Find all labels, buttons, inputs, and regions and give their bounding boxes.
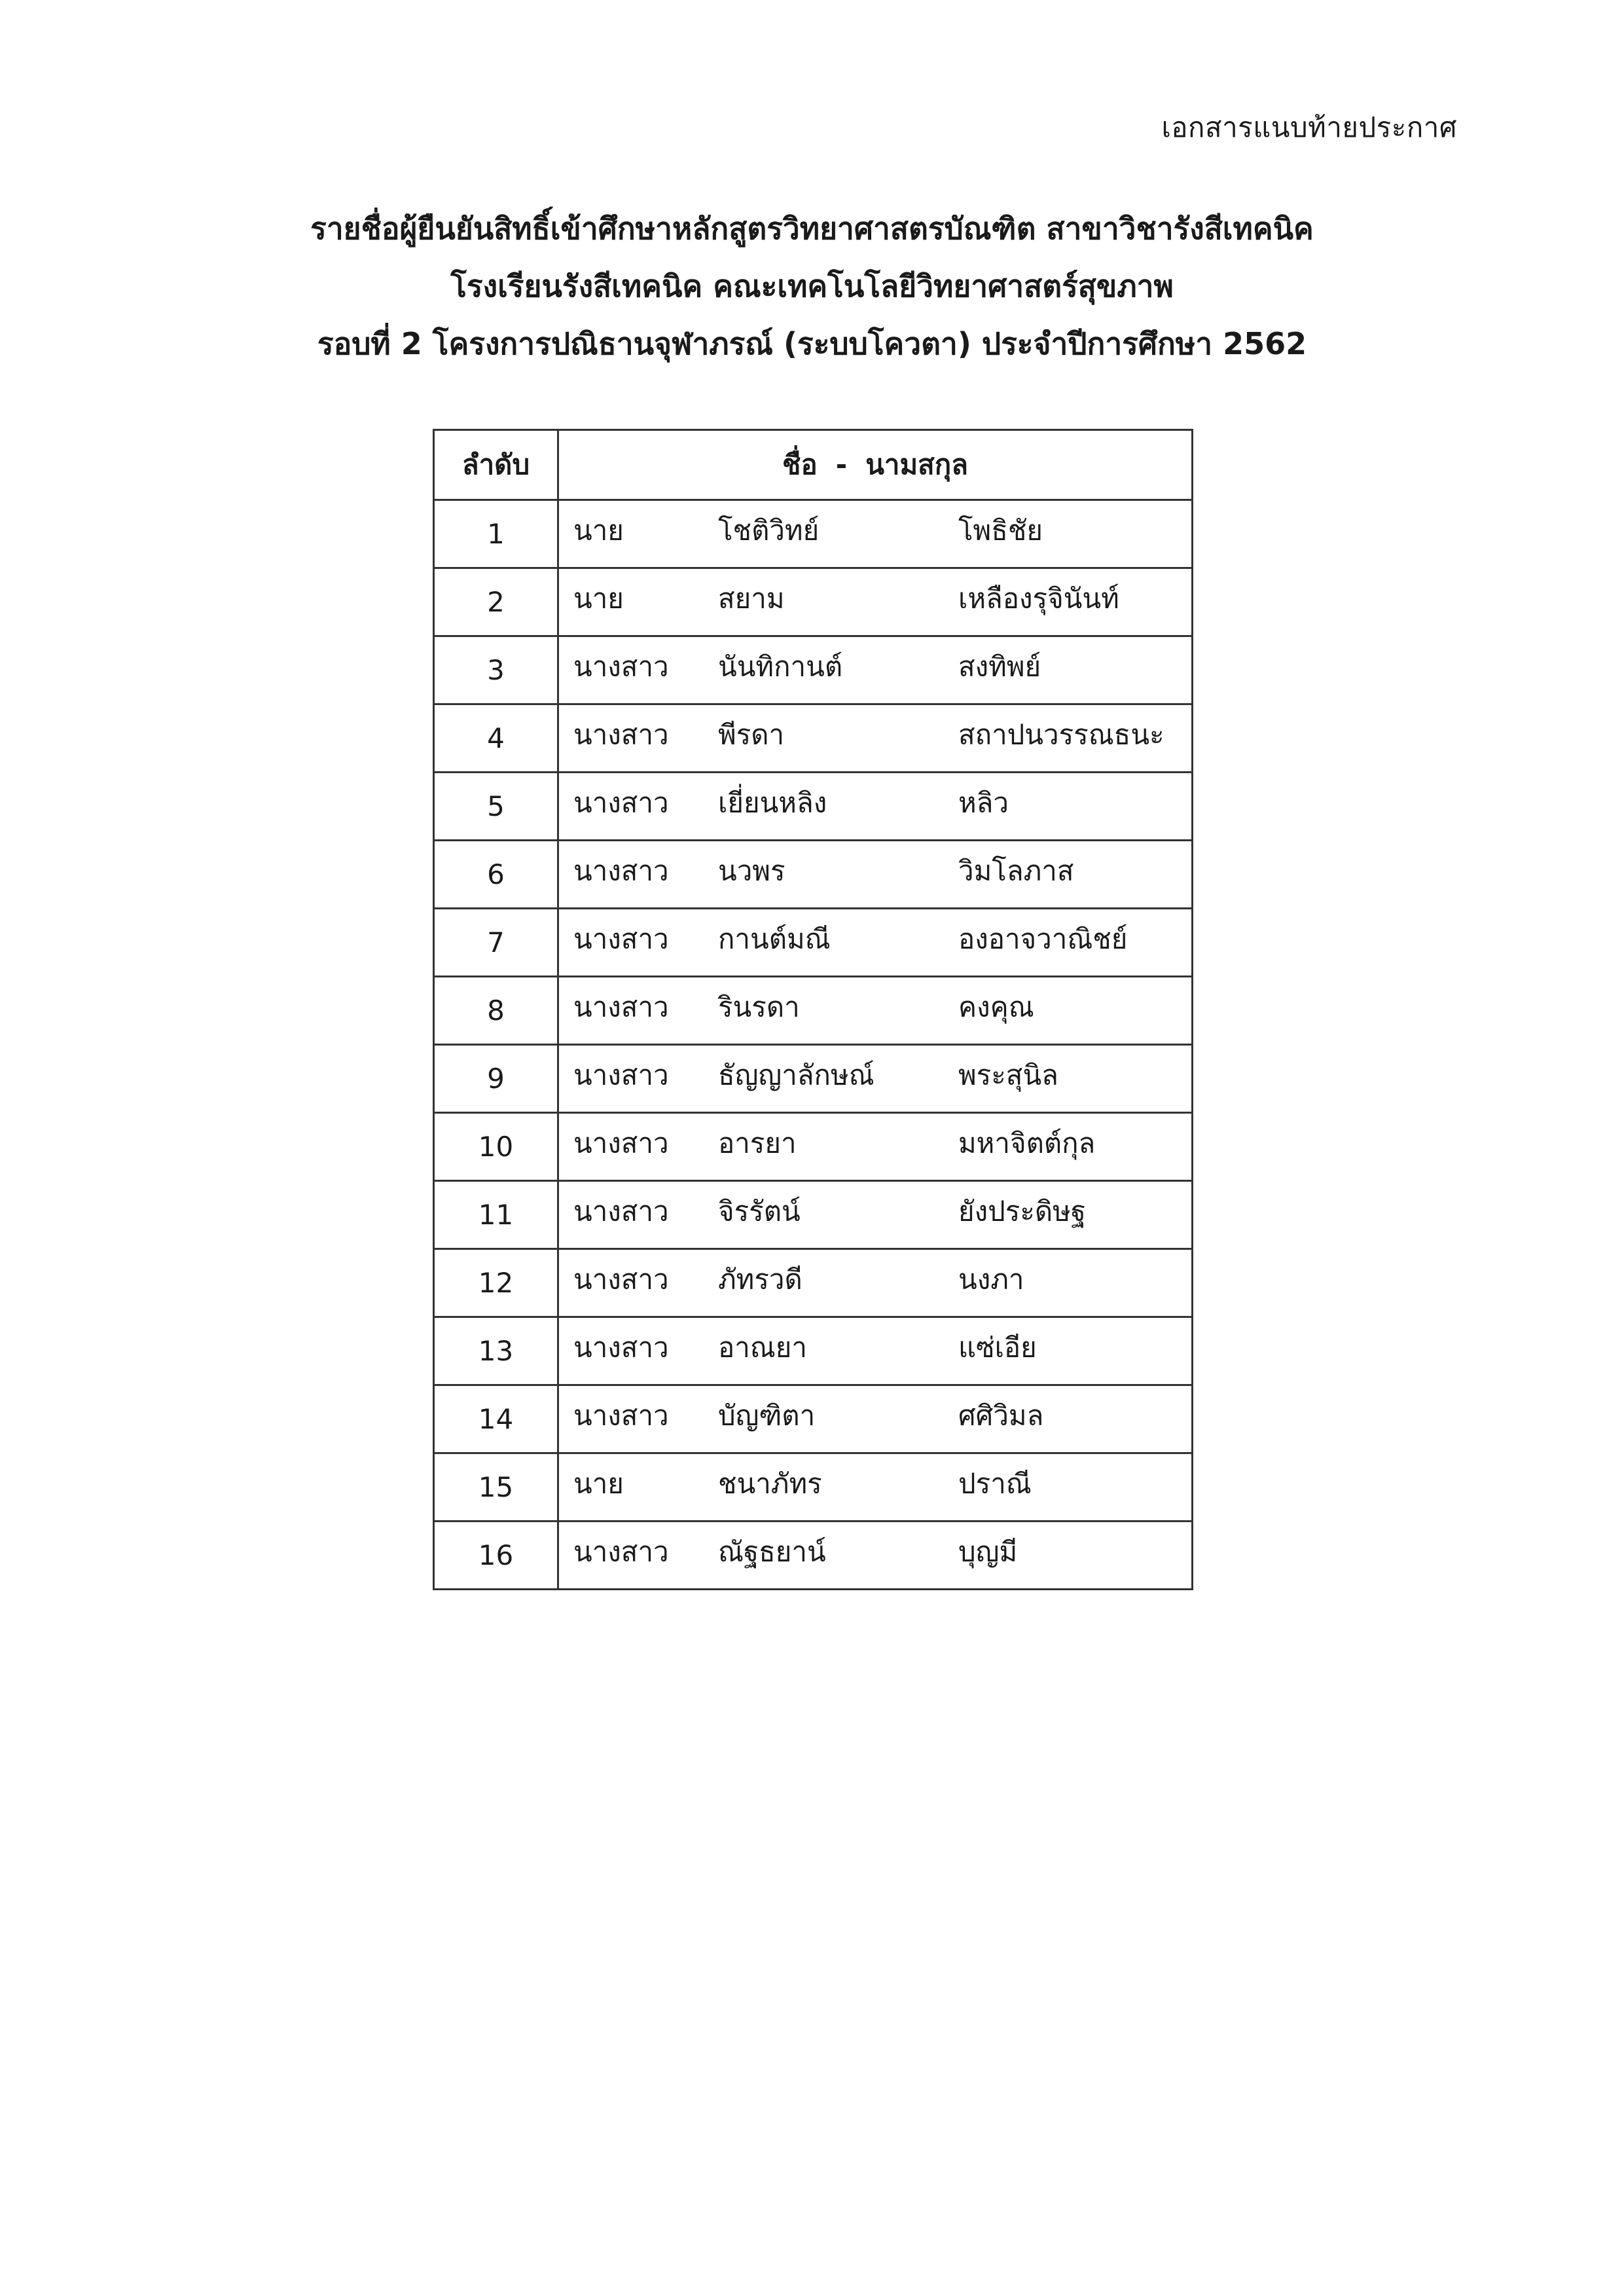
- row-number: 14: [434, 1385, 558, 1453]
- last-name: หลิว: [958, 786, 1009, 819]
- row-number: 2: [434, 568, 558, 636]
- first-name: ภัทรวดี: [718, 1263, 803, 1296]
- row-full-name: [558, 1181, 1193, 1249]
- name-prefix: นางสาว: [573, 1059, 669, 1091]
- table-row: [434, 1453, 1193, 1522]
- name-prefix: นางสาว: [573, 786, 669, 819]
- table-row: [434, 773, 1193, 841]
- row-full-name: [558, 1249, 1193, 1317]
- last-name: นงภา: [958, 1263, 1024, 1296]
- first-name: ชนาภัทร: [718, 1467, 822, 1500]
- last-name: องอาจวาณิชย์: [958, 922, 1128, 955]
- row-number: 13: [434, 1317, 558, 1385]
- row-number: 3: [434, 636, 558, 704]
- table-row: [434, 1522, 1193, 1590]
- first-name: รินรดา: [718, 991, 800, 1023]
- first-name: โชติวิทย์: [718, 514, 820, 547]
- name-prefix: นางสาว: [573, 1195, 669, 1228]
- name-prefix: นางสาว: [573, 922, 669, 955]
- table-row: [434, 704, 1193, 773]
- row-full-name: [558, 773, 1193, 841]
- header-name-dash: -: [835, 448, 848, 481]
- last-name: บุญมี: [958, 1535, 1018, 1568]
- name-prefix: นางสาว: [573, 991, 669, 1023]
- row-full-name: [558, 841, 1193, 909]
- last-name: ศศิวิมล: [958, 1399, 1044, 1432]
- last-name: สงทิพย์: [958, 650, 1041, 683]
- name-prefix: นางสาว: [573, 1331, 669, 1364]
- last-name: ปราณี: [958, 1467, 1032, 1500]
- row-number: 10: [434, 1113, 558, 1181]
- row-full-name: [558, 568, 1193, 636]
- row-full-name: [558, 1385, 1193, 1453]
- row-number: 4: [434, 704, 558, 773]
- name-prefix: นางสาว: [573, 1399, 669, 1432]
- first-name: ธัญญาลักษณ์: [718, 1059, 875, 1091]
- attachment-label: เอกสารแนบท้ายประกาศ: [1161, 111, 1457, 143]
- row-full-name: [558, 1113, 1193, 1181]
- last-name: พระสุนิล: [958, 1059, 1058, 1091]
- name-prefix: นางสาว: [573, 1263, 669, 1296]
- table-header-row: [434, 430, 1193, 500]
- last-name: แซ่เอีย: [958, 1331, 1037, 1364]
- title-line-2: โรงเรียนรังสีเทคนิค คณะเทคโนโลยีวิทยาศาสตร์สุขภาพ: [450, 268, 1174, 304]
- row-number: 11: [434, 1181, 558, 1249]
- row-number: 6: [434, 841, 558, 909]
- row-full-name: [558, 636, 1193, 704]
- row-number: 5: [434, 773, 558, 841]
- first-name: จิรรัตน์: [718, 1195, 801, 1228]
- first-name: อาณยา: [718, 1331, 807, 1364]
- row-number: 1: [434, 500, 558, 568]
- first-name: กานต์มณี: [718, 922, 831, 955]
- table-row: [434, 841, 1193, 909]
- roster-body: [434, 500, 1193, 1590]
- name-prefix: นางสาว: [573, 1535, 669, 1568]
- name-prefix: นาย: [573, 514, 624, 547]
- table-row: [434, 1113, 1193, 1181]
- row-full-name: [558, 704, 1193, 773]
- row-number: 8: [434, 977, 558, 1045]
- name-prefix: นางสาว: [573, 854, 669, 887]
- name-prefix: นางสาว: [573, 718, 669, 751]
- header-name-first: ชื่อ: [782, 448, 818, 481]
- document-title: [0, 200, 1624, 373]
- first-name: ณัฐธยาน์: [718, 1535, 826, 1568]
- last-name: สถาปนวรรณธนะ: [958, 718, 1164, 751]
- row-full-name: [558, 909, 1193, 977]
- last-name: เหลืองรุจินันท์: [958, 582, 1119, 615]
- last-name: คงคุณ: [958, 991, 1034, 1023]
- last-name: โพธิชัย: [958, 514, 1043, 547]
- row-number: 15: [434, 1453, 558, 1522]
- header-name-last: นามสกุล: [865, 448, 968, 481]
- name-prefix: นางสาว: [573, 650, 669, 683]
- row-full-name: [558, 1317, 1193, 1385]
- table-row: [434, 909, 1193, 977]
- row-full-name: [558, 500, 1193, 568]
- row-number: 12: [434, 1249, 558, 1317]
- first-name: บัญฑิตา: [718, 1399, 816, 1432]
- table-row: [434, 977, 1193, 1045]
- row-full-name: [558, 1522, 1193, 1590]
- first-name: อารยา: [718, 1127, 797, 1159]
- title-line-1: รายชื่อผู้ยืนยันสิทธิ์เข้าศึกษาหลักสูตรวิทยาศาสตรบัณฑิต สาขาวิชารังสีเทคนิค: [310, 211, 1314, 246]
- header-name: [558, 430, 1193, 500]
- name-prefix: นางสาว: [573, 1127, 669, 1159]
- table-row: [434, 1249, 1193, 1317]
- table-row: [434, 636, 1193, 704]
- last-name: ยังประดิษฐ: [958, 1195, 1087, 1228]
- table-row: [434, 500, 1193, 568]
- row-full-name: [558, 977, 1193, 1045]
- first-name: นันทิกานต์: [718, 650, 843, 683]
- last-name: มหาจิตต์กุล: [958, 1127, 1096, 1159]
- row-number: 9: [434, 1045, 558, 1113]
- table-row: [434, 568, 1193, 636]
- roster-table: [433, 429, 1193, 1590]
- row-number: 7: [434, 909, 558, 977]
- last-name: วิมโลภาส: [958, 854, 1074, 887]
- table-row: [434, 1045, 1193, 1113]
- row-full-name: [558, 1453, 1193, 1522]
- header-number: ลำดับ: [434, 430, 558, 500]
- first-name: พีรดา: [718, 718, 785, 751]
- table-row: [434, 1385, 1193, 1453]
- name-prefix: นาย: [573, 582, 624, 615]
- first-name: เยี่ยนหลิง: [718, 786, 827, 819]
- row-full-name: [558, 1045, 1193, 1113]
- table-row: [434, 1317, 1193, 1385]
- name-prefix: นาย: [573, 1467, 624, 1500]
- table-row: [434, 1181, 1193, 1249]
- title-line-3: รอบที่ 2 โครงการปณิธานจุฬาภรณ์ (ระบบโควตา) ประจำปีการศึกษา 2562: [317, 326, 1307, 361]
- row-number: 16: [434, 1522, 558, 1590]
- first-name: สยาม: [718, 582, 785, 615]
- first-name: นวพร: [718, 854, 785, 887]
